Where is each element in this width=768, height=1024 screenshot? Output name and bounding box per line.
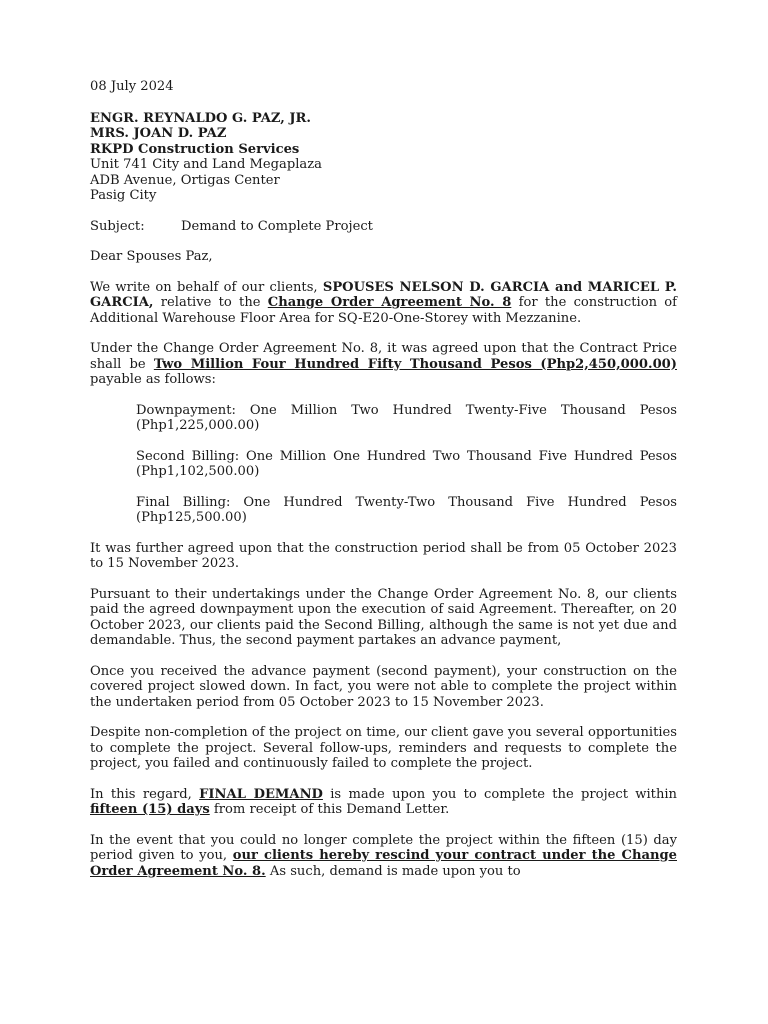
p1-text-c: relative to the: [153, 295, 268, 310]
client-names: SPOUSES NELSON D. GARCIA and MARICEL P. GARCIA,: [90, 279, 677, 310]
subject-text: Demand to Complete Project: [181, 218, 373, 234]
p1-text-e: for the construction of Additional Warehouse Floor Area for SQ-E20-One-Storey with Mezzanine.: [90, 295, 678, 326]
paragraph-advance-payment: Once you received the advance payment (second payment), your construction on the covered project slowed down. In fact, you were not able to complete the project within the undertaken period from 05 October 2023 to 15 November 2023.: [90, 663, 677, 710]
final-demand-label: FINAL DEMAND: [199, 786, 323, 802]
subject-line: [90, 219, 677, 235]
p2-text-c: payable as follows:: [90, 372, 216, 387]
demand-period: fifteen (15) days: [90, 802, 210, 817]
contract-price: Two Million Four Hundred Fifty Thousand Pesos (Php2,450,000.00): [153, 356, 677, 372]
paragraph-contract-price: [90, 341, 677, 388]
p7-text-e: from receipt of this Demand Letter.: [209, 802, 450, 817]
recipient-address-line-1: Unit 741 City and Land Megaplaza: [90, 157, 322, 172]
recipient-address-line-2: ADB Avenue, Ortigas Center: [90, 172, 280, 188]
p8-text-c: As such, demand is made upon you to: [265, 863, 521, 879]
recipient-address-block: [90, 111, 677, 204]
recipient-name-2: MRS. JOAN D. PAZ: [90, 126, 227, 141]
payment-final-billing: Final Billing: One Hundred Twenty-Two Thousand Five Hundred Pesos (Php125,500.00): [136, 494, 677, 525]
p8-text-a: In the event that you could no longer complete the project within the fifteen (15) day period given to you,: [90, 832, 677, 863]
paragraph-rescission: [90, 833, 677, 880]
subject-label: Subject:: [90, 218, 145, 234]
salutation: Dear Spouses Paz,: [90, 249, 213, 264]
p7-text-a: In this regard,: [90, 786, 200, 802]
recipient-address-line-3: Pasig City: [90, 188, 157, 203]
paragraph-non-completion: Despite non-completion of the project on time, our client gave you several opportunities to complete the project. Several follow-ups, reminders and requests to complete the project, you failed and continuously failed to complete the project.: [90, 725, 677, 771]
payment-second-billing: Second Billing: One Million One Hundred Two Thousand Five Hundred Pesos (Php1,102,500.00): [136, 448, 677, 479]
paragraph-construction-period: It was further agreed upon that the construction period shall be from 05 October 2023 to 15 November 2023.: [90, 540, 677, 571]
letter-page: [90, 79, 677, 879]
p1-text-a: We write on behalf of our clients,: [90, 279, 323, 295]
paragraph-undertakings: Pursuant to their undertakings under the Change Order Agreement No. 8, our clients paid the agreed downpayment upon the execution of said Agreement. Thereafter, on 20 October 2023, our clients paid the Second Billing, although the same is not yet due and demandable. Thus, the second payment partakes an advance payment,: [90, 586, 677, 648]
p2-text-a: Under the Change Order Agreement No. 8, it was agreed upon that the Contract Price shall be: [90, 341, 677, 372]
recipient-company: RKPD Construction Services: [90, 141, 300, 157]
rescission-statement: our clients hereby rescind your contract under the Change Order Agreement No. 8.: [90, 848, 677, 879]
agreement-reference: Change Order Agreement No. 8: [267, 295, 512, 310]
recipient-name-1: ENGR. REYNALDO G. PAZ, JR.: [90, 110, 311, 126]
paragraph-final-demand: [90, 787, 677, 818]
paragraph-clients: [90, 280, 677, 327]
letter-date: 08 July 2024: [90, 79, 174, 94]
payment-downpayment: Downpayment: One Million Two Hundred Twenty-Five Thousand Pesos (Php1,225,000.00): [136, 402, 677, 433]
p7-text-c: is made upon you to complete the project within: [322, 786, 677, 802]
